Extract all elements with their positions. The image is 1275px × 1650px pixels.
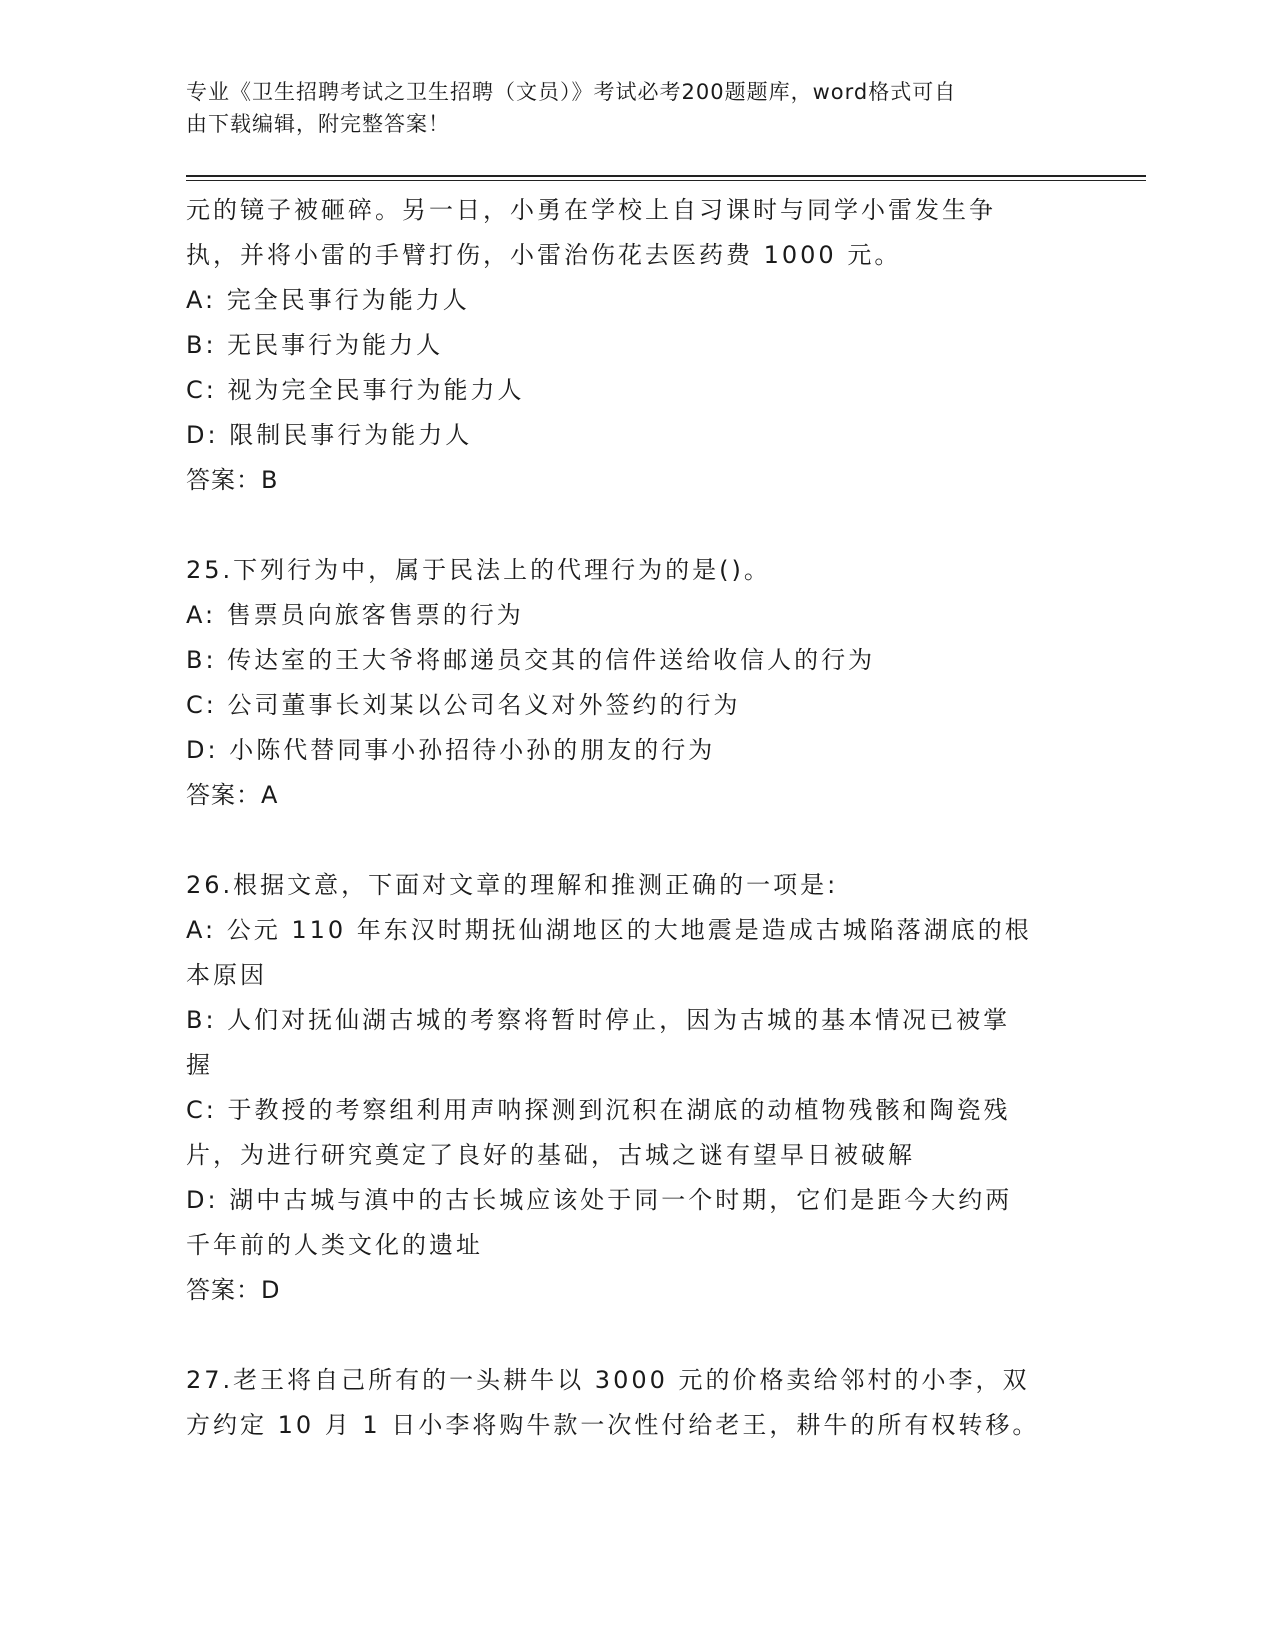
option-b: B: 传达室的王大爷将邮递员交其的信件送给收信人的行为: [186, 646, 876, 674]
answer: 答案：B: [186, 466, 279, 494]
answer: 答案：A: [186, 781, 279, 809]
spacer: [186, 503, 1071, 548]
question-stem-line: 执，并将小雷的手臂打伤，小雷治伤花去医药费 1000 元。: [186, 241, 902, 269]
option-c: C: 于教授的考察组利用声呐探测到沉积在湖底的动植物残骸和陶瓷残: [186, 1096, 1011, 1124]
question-25: [186, 548, 1071, 818]
option-b-cont: 握: [186, 1051, 213, 1079]
option-b: B: 无民事行为能力人: [186, 331, 444, 359]
option-d: D: 小陈代替同事小孙招待小孙的朋友的行为: [186, 736, 716, 764]
spacer: [186, 818, 1071, 863]
option-a: A: 完全民事行为能力人: [186, 286, 470, 314]
document-header: [186, 76, 1066, 140]
option-c-cont: 片，为进行研究奠定了良好的基础，古城之谜有望早日被破解: [186, 1141, 915, 1169]
question-stem: 26.根据文意，下面对文章的理解和推测正确的一项是:: [186, 871, 839, 899]
option-d: D: 限制民事行为能力人: [186, 421, 473, 449]
option-a: A: 公元 110 年东汉时期抚仙湖地区的大地震是造成古城陷落湖底的根: [186, 916, 1032, 944]
answer: 答案：D: [186, 1276, 281, 1304]
question-stem-line: 27.老王将自己所有的一头耕牛以 3000 元的价格卖给邻村的小李，双: [186, 1366, 1030, 1394]
question-26: [186, 863, 1071, 1313]
spacer: [186, 1313, 1071, 1358]
option-a: A: 售票员向旅客售票的行为: [186, 601, 524, 629]
option-a-cont: 本原因: [186, 961, 267, 989]
header-line-2: 由下载编辑，附完整答案！: [186, 112, 450, 136]
option-b: B: 人们对抚仙湖古城的考察将暂时停止，因为古城的基本情况已被掌: [186, 1006, 1011, 1034]
question-24: [186, 188, 1071, 503]
question-stem-line: 元的镜子被砸碎。另一日，小勇在学校上自习课时与同学小雷发生争: [186, 196, 996, 224]
option-c: C: 公司董事长刘某以公司名义对外签约的行为: [186, 691, 741, 719]
question-stem-line: 方约定 10 月 1 日小李将购牛款一次性付给老王，耕牛的所有权转移。: [186, 1411, 1040, 1439]
option-d: D: 湖中古城与滇中的古长城应该处于同一个时期，它们是距今大约两: [186, 1186, 1013, 1214]
header-line-1: 专业《卫生招聘考试之卫生招聘（文员）》考试必考200题题库，word格式可自: [186, 80, 957, 104]
question-stem: 25.下列行为中，属于民法上的代理行为的是()。: [186, 556, 771, 584]
header-divider-thin: [186, 180, 1146, 181]
header-divider-thick: [186, 175, 1146, 177]
option-d-cont: 千年前的人类文化的遗址: [186, 1231, 483, 1259]
document-body: [186, 188, 1071, 1448]
question-27: [186, 1358, 1071, 1448]
option-c: C: 视为完全民事行为能力人: [186, 376, 525, 404]
